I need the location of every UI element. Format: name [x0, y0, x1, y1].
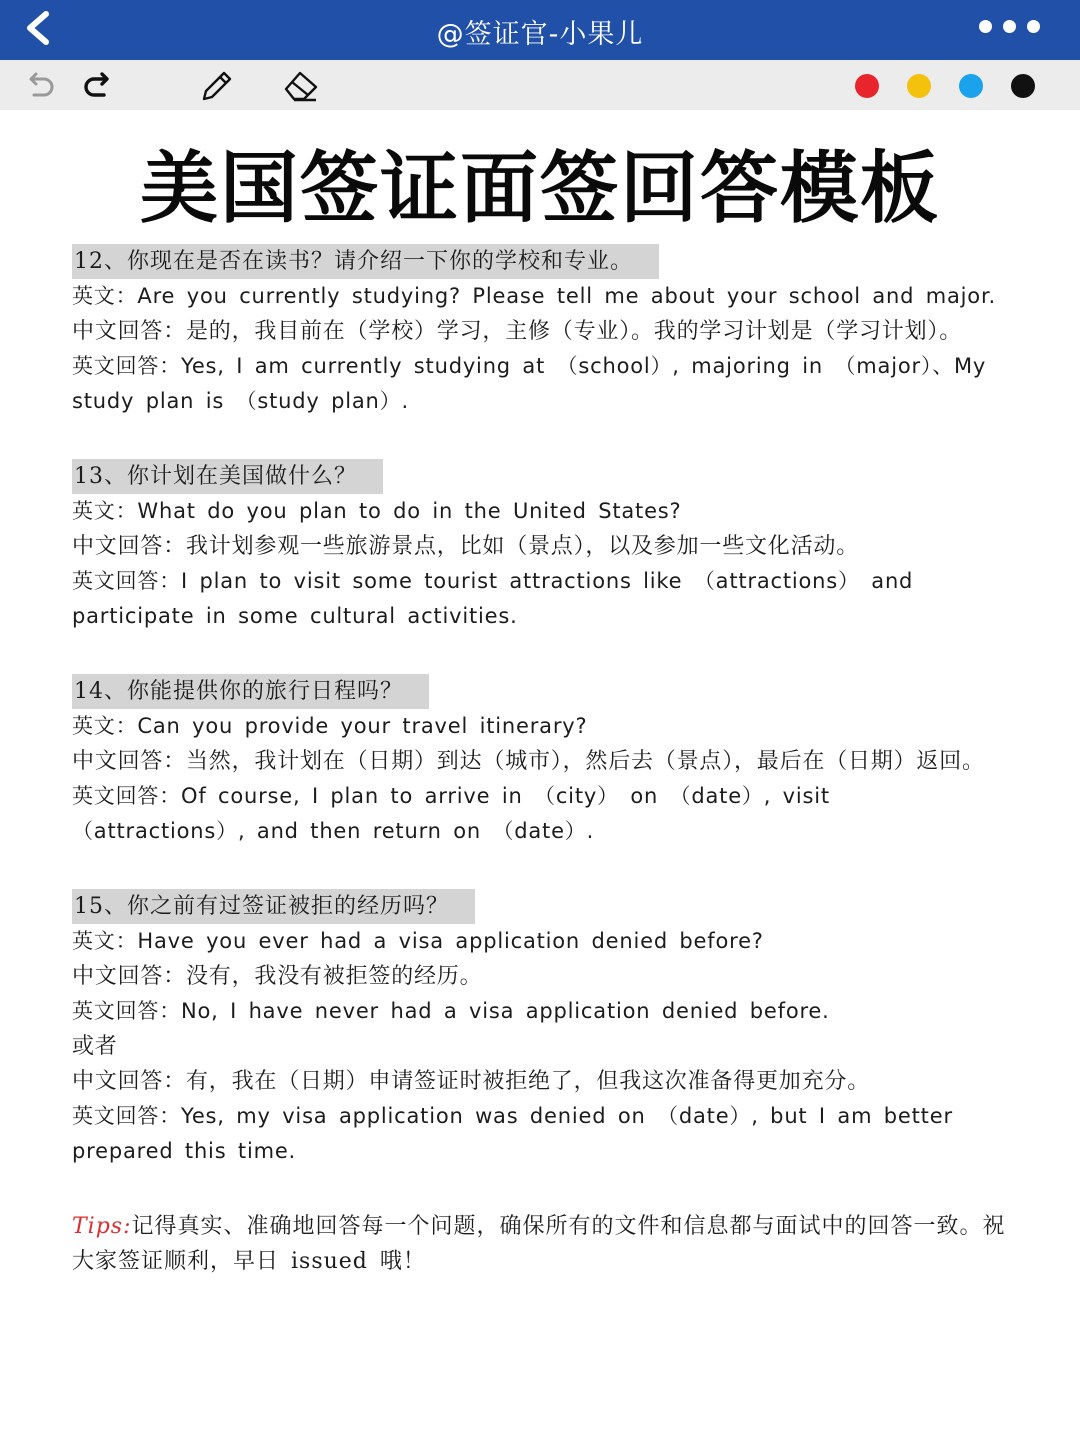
undo-icon: [22, 67, 58, 103]
top-navigation-bar: [0, 0, 1080, 60]
qa-block-13: [72, 459, 1012, 634]
chinese-answer: 中文回答：当然，我计划在（日期）到达（城市），然后去（景点），最后在（日期）返回。: [72, 749, 985, 774]
redo-button[interactable]: [80, 67, 116, 103]
pencil-tool-button[interactable]: [198, 67, 234, 103]
color-swatch-yellow[interactable]: [907, 74, 931, 98]
color-swatch-blue[interactable]: [959, 74, 983, 98]
chinese-answer: 中文回答：我计划参观一些旅游景点，比如（景点），以及参加一些文化活动。: [72, 534, 860, 559]
dot-icon: [979, 20, 992, 33]
undo-button[interactable]: [22, 67, 58, 103]
chinese-answer: 中文回答：是的，我目前在（学校）学习，主修（专业）。我的学习计划是（学习计划）。: [72, 319, 963, 344]
more-options-button[interactable]: [979, 20, 1040, 40]
eraser-tool-button[interactable]: [282, 67, 318, 103]
redo-icon: [80, 67, 116, 103]
tips-label: Tips:: [72, 1214, 132, 1239]
english-answer: 英文回答：Yes, I am currently studying at （school）, majoring in （major）、My study plan is （study plan）.: [72, 354, 987, 413]
pencil-icon: [198, 67, 234, 103]
question-heading: 12、你现在是否在读书？请介绍一下你的学校和专业。: [72, 244, 659, 279]
english-question: 英文：Are you currently studying? Please tell me about your school and major.: [72, 284, 996, 308]
chinese-answer: 中文回答：没有，我没有被拒签的经历。: [72, 964, 483, 989]
qa-block-12: [72, 244, 1012, 419]
english-question: 英文：Can you provide your travel itinerary?: [72, 714, 588, 738]
english-question: 英文：What do you plan to do in the United States?: [72, 499, 682, 523]
account-title: @签证官-小果儿: [436, 19, 644, 50]
english-answer: 英文回答：Of course, I plan to arrive in （city） on （date）, visit （attractions）, and then return on （date）.: [72, 784, 830, 843]
english-question: 英文：Have you ever had a visa application denied before?: [72, 929, 764, 953]
or-separator: 或者: [72, 1034, 118, 1059]
qa-block-14: [72, 674, 1012, 849]
tips-paragraph: [72, 1209, 1012, 1279]
color-swatch-red[interactable]: [855, 74, 879, 98]
eraser-icon: [282, 67, 320, 103]
tips-text: 记得真实、准确地回答每一个问题，确保所有的文件和信息都与面试中的回答一致。祝大家签证顺利，早日 issued 哦！: [72, 1214, 1006, 1274]
english-answer: 英文回答：Yes, my visa application was denied on （date）, but I am better prepared this time.: [72, 1104, 953, 1163]
english-answer: 英文回答：No, I have never had a visa application denied before.: [72, 999, 830, 1023]
chinese-answer: 中文回答：有，我在（日期）申请签证时被拒绝了，但我这次准备得更加充分。: [72, 1069, 871, 1094]
document-title: 美国签证面签回答模板: [139, 144, 940, 234]
question-heading: 15、你之前有过签证被拒的经历吗？: [72, 889, 475, 924]
annotation-toolbar: [0, 60, 1080, 110]
dot-icon: [1003, 20, 1016, 33]
question-heading: 13、你计划在美国做什么？: [72, 459, 383, 494]
qa-block-15: [72, 889, 1012, 1169]
english-answer: 英文回答：I plan to visit some tourist attractions like （attractions） and participate in some cultural activities.: [72, 569, 914, 628]
question-heading: 14、你能提供你的旅行日程吗？: [72, 674, 429, 709]
dot-icon: [1027, 20, 1040, 33]
document-body: [72, 244, 1012, 1279]
color-swatch-black[interactable]: [1011, 74, 1035, 98]
